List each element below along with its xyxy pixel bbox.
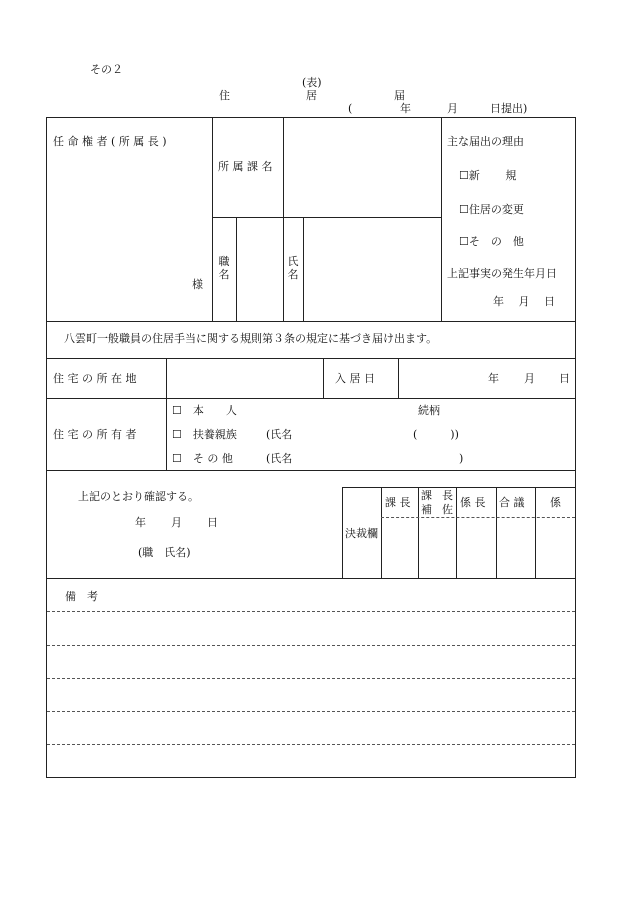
rule (381, 487, 382, 578)
col-hosa-3: 補 (421, 503, 432, 516)
title-char-3: 届 (394, 89, 405, 102)
position-label: 職名 (218, 255, 230, 281)
rule (496, 487, 497, 578)
front-side-label: (表) (302, 76, 322, 89)
family-relation-paren: ( )) (413, 428, 459, 441)
statement-text: 八雲町一般職員の住居手当に関する規則第３条の規定に基づき届け出ます。 (64, 332, 438, 345)
other-name-label: (氏名 (266, 452, 293, 465)
rule (236, 217, 237, 321)
rule (46, 398, 576, 399)
col-hosa-1: 課 (421, 489, 432, 502)
occurrence-date: 年 月 日 (493, 295, 555, 308)
rule (323, 358, 324, 398)
move-in-year: 年 (488, 372, 499, 385)
remarks-line (47, 744, 575, 745)
rule (342, 487, 575, 488)
family-name-label: (氏名 (266, 428, 293, 441)
rule (535, 487, 536, 578)
sama-label: 様 (192, 278, 203, 291)
reason-other-checkbox[interactable]: ☐そ の 他 (459, 235, 524, 248)
move-in-day: 日 (559, 372, 570, 385)
confirm-year: 年 (135, 516, 146, 529)
remarks-line (47, 611, 575, 612)
confirm-signer: (職 氏名) (138, 546, 191, 559)
col-hosa-2: 長 (442, 489, 453, 502)
rule (46, 358, 576, 359)
rule (283, 117, 284, 321)
rule (303, 217, 304, 321)
confirm-day: 日 (207, 516, 218, 529)
form-number: その２ (90, 63, 123, 76)
owner-self-checkbox[interactable]: ☐ 本 人 (172, 404, 237, 417)
reason-change-checkbox[interactable]: ☐住居の変更 (459, 203, 524, 216)
rule (46, 470, 576, 471)
location-label: 住 宅 の 所 在 地 (53, 372, 137, 385)
submit-date-day: 日提出) (490, 102, 528, 115)
col-gogi: 合 議 (499, 496, 525, 509)
submit-date-open: ( (348, 102, 353, 115)
rule (46, 321, 576, 322)
remarks-line (47, 678, 575, 679)
owner-family-checkbox[interactable]: ☐ 扶養親族 (172, 428, 237, 441)
rule (166, 358, 167, 470)
rule (212, 217, 441, 218)
other-name-close: ) (459, 452, 464, 465)
col-kakari: 係 (550, 496, 561, 509)
title-char-1: 住 (219, 89, 230, 102)
rule (398, 358, 399, 398)
rule (418, 487, 419, 578)
reason-new-checkbox[interactable]: ☐新 規 (459, 169, 517, 182)
approval-label: 決裁欄 (345, 527, 378, 540)
rule-dashed (381, 517, 575, 518)
rule (46, 117, 576, 118)
rule (342, 487, 343, 578)
move-in-label: 入 居 日 (335, 372, 375, 385)
move-in-month: 月 (524, 372, 535, 385)
col-kakaricho: 係 長 (460, 496, 486, 509)
rule (456, 487, 457, 578)
confirm-month: 月 (171, 516, 182, 529)
reason-title: 主な届出の理由 (447, 135, 524, 148)
rule (575, 117, 576, 778)
dept-label: 所 属 課 名 (218, 160, 273, 173)
title-char-2: 居 (306, 89, 317, 102)
occurrence-date-label: 上記事実の発生年月日 (447, 267, 557, 280)
remarks-label: 備 考 (65, 590, 98, 603)
rule (212, 117, 213, 321)
rule (46, 777, 576, 778)
name-label: 氏名 (287, 255, 299, 281)
col-kacho: 課 長 (385, 496, 411, 509)
col-hosa-4: 佐 (442, 503, 453, 516)
relation-label: 続柄 (418, 404, 440, 417)
rule (441, 117, 442, 321)
submit-date-month: 月 (447, 102, 458, 115)
submit-date-year: 年 (400, 102, 411, 115)
rule (46, 578, 576, 579)
owner-other-checkbox[interactable]: ☐ そ の 他 (172, 452, 233, 465)
confirm-text: 上記のとおり確認する。 (78, 490, 199, 503)
remarks-line (47, 711, 575, 712)
remarks-line (47, 645, 575, 646)
authority-label: 任 命 権 者 ( 所 属 長 ) (53, 135, 167, 148)
owner-label: 住 宅 の 所 有 者 (53, 428, 137, 441)
